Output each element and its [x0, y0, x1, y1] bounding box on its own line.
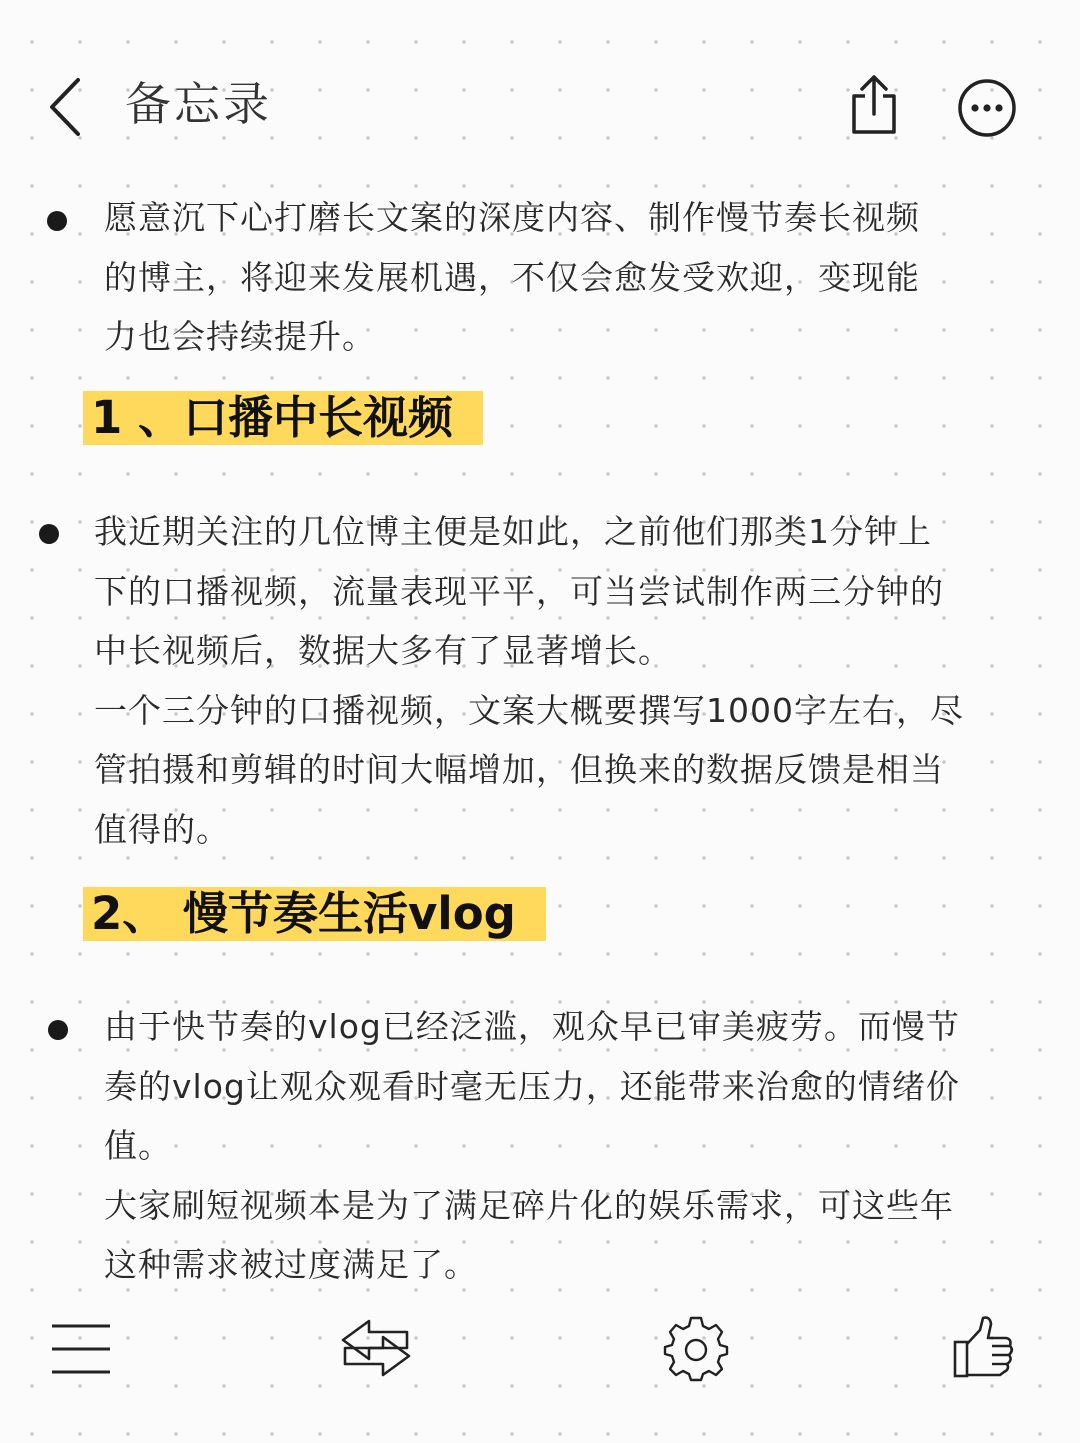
- page-title: 备忘录: [125, 77, 272, 131]
- settings-icon: [663, 1316, 729, 1382]
- swap-button[interactable]: [339, 1316, 413, 1380]
- paragraph-3: 由于快节奏的vlog已经泛滥，观众早已审美疲劳。而慢节 奏的vlog让观众观看时毫无压力，还能带来治愈的情绪价 值。 大家刷短视频本是为了满足碎片化的娱乐需求，可这些年 这种需求被过度满足了。: [104, 1007, 960, 1284]
- section-heading-1: 1 、口播中长视频: [83, 391, 483, 445]
- bullet-3: [48, 1020, 68, 1040]
- swap-icon: [339, 1316, 413, 1380]
- menu-button[interactable]: [50, 1322, 114, 1378]
- bullet-1: [47, 211, 67, 231]
- menu-icon: [50, 1322, 114, 1378]
- paragraph-2: 我近期关注的几位博主便是如此，之前他们那类1分钟上 下的口播视频，流量表现平平，可当尝试制作两三分钟的 中长视频后，数据大多有了显著增长。 一个三分钟的口播视频，文案大概要撰写1000字左右，尽 管拍摄和剪辑的时间大幅增加，但换来的数据反馈是相当 值得的。: [94, 512, 964, 849]
- chevron-left-icon: [40, 72, 90, 142]
- back-button[interactable]: [40, 72, 90, 142]
- more-icon: [955, 76, 1019, 140]
- section-heading-2: 2、 慢节奏生活vlog: [83, 887, 546, 941]
- thumbs-up-icon: [952, 1314, 1016, 1380]
- more-options-button[interactable]: [955, 76, 1019, 140]
- share-button[interactable]: [843, 72, 903, 138]
- bullet-2: [39, 524, 59, 544]
- share-icon: [843, 72, 903, 138]
- like-button[interactable]: [952, 1314, 1016, 1380]
- settings-button[interactable]: [663, 1316, 729, 1382]
- paragraph-1: 愿意沉下心打磨长文案的深度内容、制作慢节奏长视频 的博主，将迎来发展机遇，不仅会愈发受欢迎，变现能 力也会持续提升。: [104, 198, 920, 356]
